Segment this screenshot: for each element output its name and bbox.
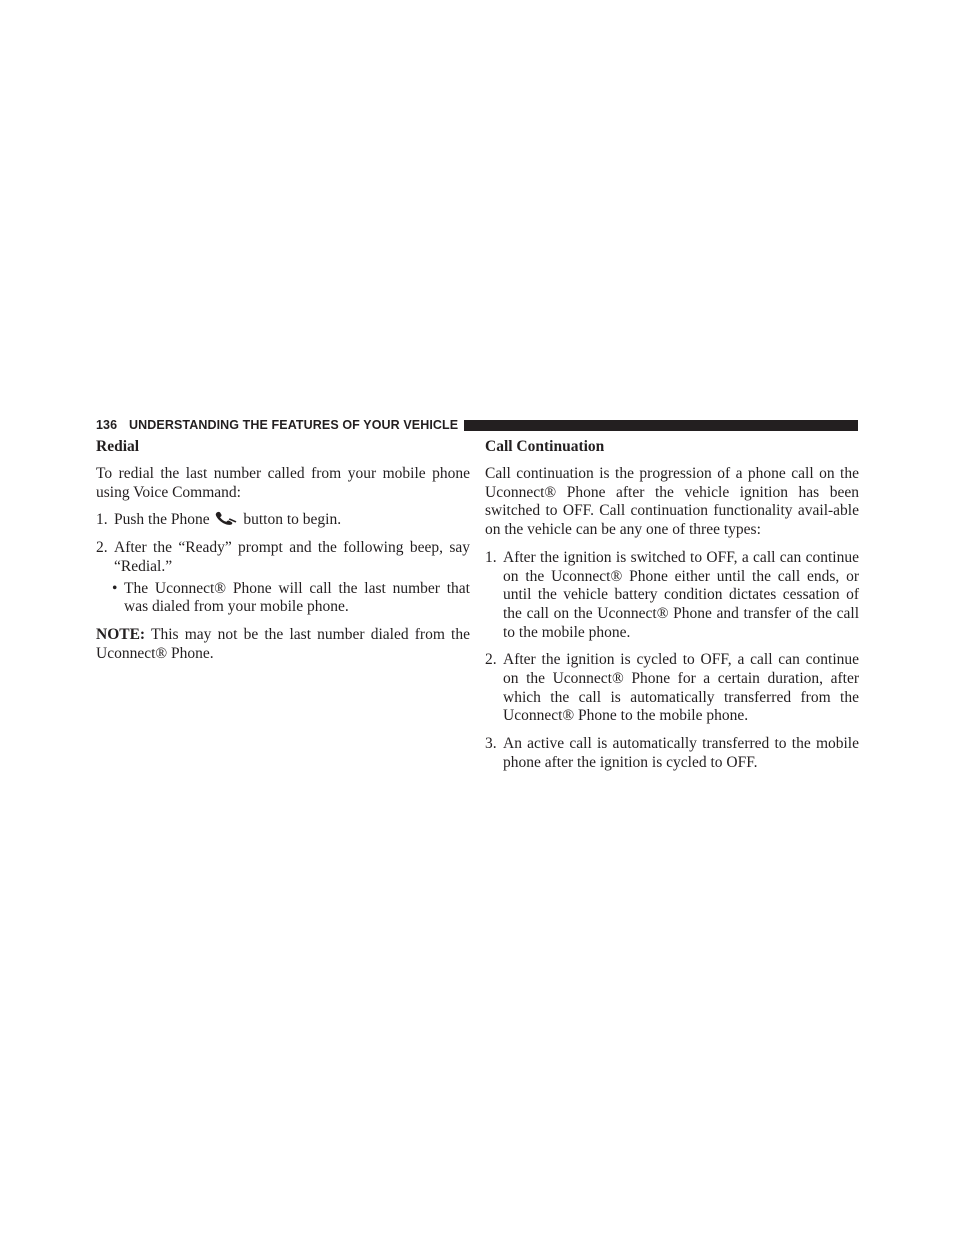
redial-step-2 [96, 539, 470, 576]
redial-intro: To redial the last number called from your mobile phone using Voice Command: [96, 465, 470, 501]
redial-step-1 [96, 511, 470, 530]
redial-bullet [96, 580, 470, 617]
page-number: 136 [96, 418, 118, 432]
step-text-before: Push the Phone [114, 511, 210, 529]
item-number: 1. [485, 548, 497, 566]
call-continuation-heading: Call Continuation [485, 438, 605, 455]
redial-heading: Redial [96, 438, 140, 455]
redial-note [96, 626, 470, 663]
bullet-mark: • [112, 579, 118, 597]
bullet-text: The Uconnect® Phone will call the last number that was dialed from your mobile phone. [124, 579, 470, 616]
item-text: After the ignition is switched to OFF, a call can continue on the Uconnect® Phone either until the call ends, or until the vehicle battery condition dictates cessation of the call on the Uconnect® Phone and transfer of the call to the mobile phone. [503, 548, 859, 641]
step-number: 2. [96, 539, 108, 557]
header-rule-bar [464, 420, 858, 431]
call-continuation-item-2 [485, 651, 859, 726]
step-text-after: button to begin. [243, 511, 342, 529]
note-text: This may not be the last number dialed from the Uconnect® Phone. [96, 625, 470, 662]
item-text: After the ignition is cycled to OFF, a call can continue on the Uconnect® Phone for a certain duration, after which the call is automatically transferred from the Uconnect® Phone to the mobile phone. [503, 651, 859, 725]
call-continuation-item-3 [485, 735, 859, 772]
left-column [96, 436, 470, 663]
right-column [485, 436, 859, 773]
phone-icon [215, 511, 237, 525]
item-number: 2. [485, 651, 497, 669]
call-continuation-intro: Call continuation is the progression of a phone call on the Uconnect® Phone after the vehicle ignition has been switched to OFF. Call continuation functionality avail-able on the vehicle can be any one of three types: [485, 465, 859, 539]
section-title: UNDERSTANDING THE FEATURES OF YOUR VEHICLE [129, 418, 459, 432]
item-number: 3. [485, 735, 497, 753]
page-header [96, 417, 858, 433]
note-label: NOTE: [96, 625, 146, 643]
item-text: An active call is automatically transferred to the mobile phone after the ignition is cycled to OFF. [503, 735, 859, 771]
step-number: 1. [96, 511, 108, 529]
call-continuation-item-1 [485, 549, 859, 643]
step-text: After the “Ready” prompt and the following beep, say “Redial.” [114, 539, 470, 575]
